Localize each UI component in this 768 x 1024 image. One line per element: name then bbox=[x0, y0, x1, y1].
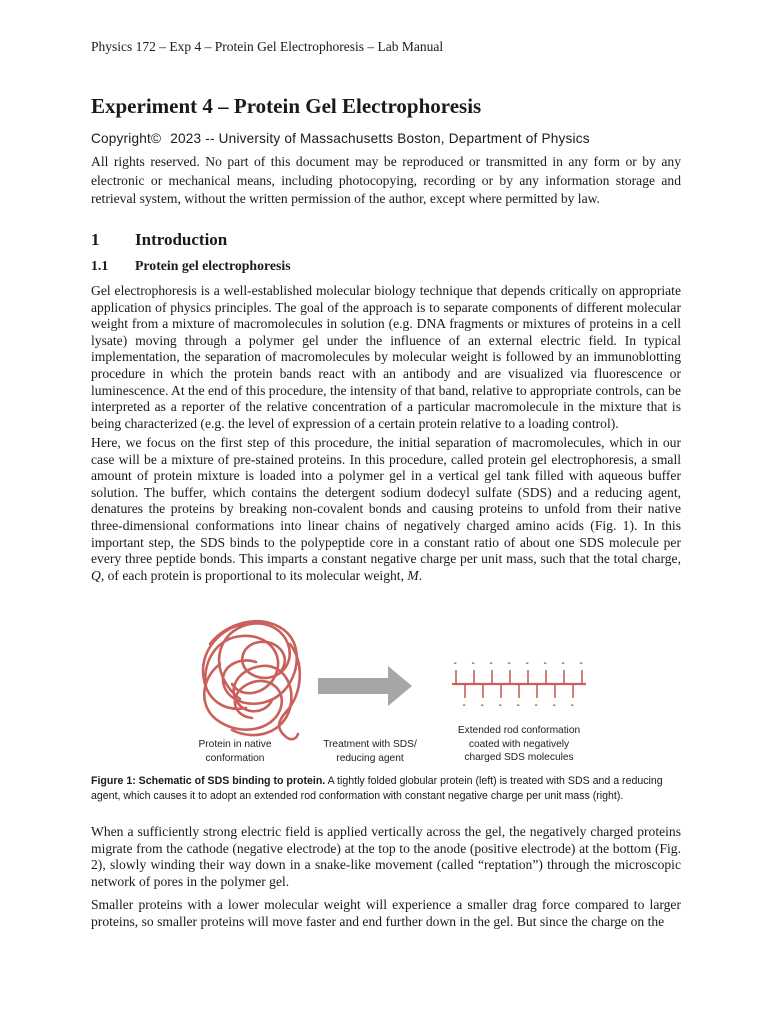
paragraph-drag: Smaller proteins with a lower molecular weight will experience a smaller drag force compared to larger proteins, so smaller proteins will move faster and end further down in the gel. But since the charge on the bbox=[91, 897, 681, 929]
section-heading bbox=[91, 230, 227, 250]
copyright-year: 2023 bbox=[170, 131, 202, 146]
negative-charge-mark: - bbox=[534, 700, 538, 711]
paragraph-procedure-mid: , of each protein is proportional to its molecular weight, bbox=[100, 567, 404, 583]
paragraph-migration: When a sufficiently strong electric field is applied vertically across the gel, the negatively charged proteins migrate from the cathode (negative electrode) at the top to the anode (positive electrode) at the bottom (Fig. 2), slowly winding their way down in a snake-like movement (called “reptation”) through the microscopic network of pores in the polymer gel. bbox=[91, 824, 681, 889]
subsection-number: 1.1 bbox=[91, 258, 109, 273]
negative-charge-mark: - bbox=[579, 658, 583, 669]
figure-1 bbox=[180, 604, 600, 774]
copyright-label: Copyright© bbox=[91, 131, 162, 146]
charge-symbol: Q bbox=[91, 567, 101, 583]
negative-charge-mark: - bbox=[525, 658, 529, 669]
copyright-holder: -- University of Massachusetts Boston, Department of Physics bbox=[205, 131, 590, 146]
extended-rod-graphic bbox=[452, 658, 586, 711]
paragraph-procedure-text: Here, we focus on the first step of this procedure, the initial separation of macromolecules, which in our case will be a mixture of pre-stained proteins. In this procedure, called protein gel electrophoresis, a small amount of protein mixture is loaded into a polymer gel in a vertical gel tank filled with aqueous buffer solution. The buffer, which contains the detergent sodium dodecyl sulfate (SDS) and a reducing agent, denatures the proteins by breaking non-covalent bonds and causing proteins to unfold from their native three-dimensional conformations into linear chains of negatively charged amino acids (Fig. 1). In this important step, the SDS binds to the polypeptide core in a constant ratio of about one SDS molecule per every three peptide bonds. This imparts a constant negative charge per unit mass, such that the total charge, bbox=[91, 435, 681, 567]
negative-charge-mark: - bbox=[489, 658, 493, 669]
negative-charge-mark: - bbox=[552, 700, 556, 711]
negative-charge-mark: - bbox=[453, 658, 457, 669]
negative-charge-mark: - bbox=[570, 700, 574, 711]
section-number: 1 bbox=[91, 230, 100, 249]
rod-conformation-label: Extended rod conformation coated with negatively charged SDS molecules bbox=[457, 725, 581, 763]
paragraph-procedure bbox=[91, 435, 681, 584]
paragraph-intro: Gel electrophoresis is a well-established molecular biology technique that depends critically on appropriate application of physics principles. The goal of the approach is to separate components of different molecular weight from a mixture of macromolecules in solution (e.g. DNA fragments or mixtures of proteins in a cell lysate) moving through a polymer gel under the influence of an external electric field. In typical implementation, the separation of macromolecules by molecular weight is followed by an immunoblotting procedure in which the protein bands react with an antibody and are visualized via fluorescence or luminescence. At the end of this procedure, the intensity of that band, relative to appropriate controls, can be interpreted as a reporter of the relative concentration of a particular macromolecule in the mixture that is being characterized (e.g. the level of expression of a certain protein relative to a loading control). bbox=[91, 283, 682, 431]
folded-protein-graphic bbox=[203, 621, 300, 739]
negative-charge-mark: - bbox=[498, 700, 502, 711]
caption-text: A tightly folded globular protein (left) is treated with SDS and a reducing agent, which causes it to adopt an extended rod conformation with constant negative charge per unit mass (right). bbox=[91, 775, 663, 802]
mass-symbol: M bbox=[407, 567, 419, 583]
document-title: Experiment 4 – Protein Gel Electrophoresis bbox=[91, 94, 482, 118]
paragraph-procedure-end: . bbox=[418, 567, 423, 583]
caption-title: Figure 1: Schematic of SDS binding to protein. bbox=[91, 775, 326, 787]
treatment-arrow bbox=[318, 666, 412, 706]
subsection-title: Protein gel electrophoresis bbox=[135, 258, 291, 273]
treatment-label: Treatment with SDS/ reducing agent bbox=[323, 739, 417, 764]
section-title: Introduction bbox=[135, 230, 228, 249]
negative-charge-mark: - bbox=[462, 700, 466, 711]
subsection-heading bbox=[91, 258, 291, 274]
negative-charge-mark: - bbox=[561, 658, 565, 669]
rights-notice: All rights reserved. No part of this document may be reproduced or transmitted in any form or by any electronic or mechanical means, including photocopying, recording or by any information storage and retrieval system, without the written permission of the author, except where permitted by law. bbox=[91, 154, 681, 206]
negative-charge-mark: - bbox=[480, 700, 484, 711]
running-header: Physics 172 – Exp 4 – Protein Gel Electrophoresis – Lab Manual bbox=[91, 39, 444, 54]
negative-charge-mark: - bbox=[543, 658, 547, 669]
figure-1-caption bbox=[91, 774, 691, 803]
negative-charge-mark: - bbox=[516, 700, 520, 711]
copyright-line bbox=[91, 131, 590, 146]
negative-charge-mark: - bbox=[507, 658, 511, 669]
native-conformation-label: Protein in native conformation bbox=[198, 739, 272, 764]
negative-charge-mark: - bbox=[471, 658, 475, 669]
